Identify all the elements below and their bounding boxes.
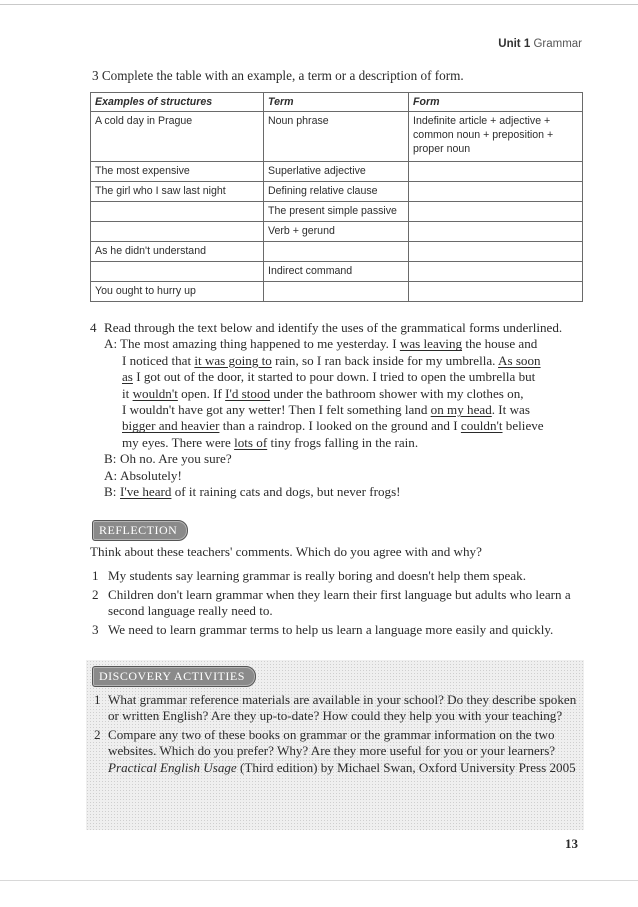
table-row xyxy=(91,262,583,282)
list-item xyxy=(92,727,578,776)
dialogue-text: I got out of the door, it started to pour down. I tried to open the umbrella but xyxy=(132,369,536,385)
dialogue-line xyxy=(104,484,580,500)
table-cell xyxy=(91,222,264,242)
page-number: 13 xyxy=(565,836,578,851)
table-cell xyxy=(409,222,583,242)
table-row xyxy=(91,282,583,302)
dialogue-text: it xyxy=(122,385,133,401)
list-item xyxy=(90,622,580,638)
header-examples: Examples of structures xyxy=(91,93,264,112)
speaker-label: A: xyxy=(104,467,118,483)
table-cell: You ought to hurry up xyxy=(91,282,264,302)
table-cell xyxy=(409,202,583,222)
dialogue-text: tiny frogs falling in the rain. xyxy=(267,434,419,450)
dialogue-text: I noticed that xyxy=(122,352,195,368)
table-cell: A cold day in Prague xyxy=(91,112,264,162)
underlined-form: I've heard xyxy=(120,484,172,500)
table-cell xyxy=(409,182,583,202)
dialogue-text: rain, so I ran back inside for my umbrella. xyxy=(271,352,499,368)
underlined-form: bigger and heavier xyxy=(122,418,220,434)
unit-label: Unit 1 xyxy=(498,38,531,50)
item-text: What grammar reference materials are available in your school? Do they describe spoken or written English? Are they up-to-date? How could they help you with your teaching? xyxy=(108,692,577,724)
grammar-table xyxy=(90,92,583,302)
dialogue-line xyxy=(104,451,580,467)
item-text: Children don't learn grammar when they learn their first language but adults who learn a second language really need to. xyxy=(108,586,571,619)
dialogue-line xyxy=(104,336,580,352)
item-text: Compare any two of these books on grammar or the grammar information on the two websites. Which do you prefer? Why? Are they more useful for you or your learners? xyxy=(108,726,556,759)
dialogue-text: under the bathroom shower with my clothes on, xyxy=(270,385,524,401)
dialogue-text: The most amazing thing happened to me yesterday. I xyxy=(120,336,400,352)
table-row xyxy=(91,222,583,242)
table-cell: The girl who I saw last night xyxy=(91,182,264,202)
table-cell: Superlative adjective xyxy=(264,162,409,182)
question-3-instruction xyxy=(92,68,464,84)
dialogue-line xyxy=(104,435,580,451)
item-text: My students say learning grammar is really boring and doesn't help them speak. xyxy=(108,568,526,584)
dialogue-line xyxy=(104,369,580,385)
underlined-form: on my head xyxy=(430,402,492,418)
dialogue-text: Absolutely! xyxy=(120,467,182,483)
dialogue-text: of it raining cats and dogs, but never frogs! xyxy=(171,484,401,500)
speaker-label: A: xyxy=(104,336,118,352)
table-cell xyxy=(409,162,583,182)
table-row xyxy=(91,242,583,262)
table-cell: The most expensive xyxy=(91,162,264,182)
underlined-form: couldn't xyxy=(460,418,503,434)
table-row xyxy=(91,162,583,182)
speaker-label: B: xyxy=(104,451,117,467)
section-label: Grammar xyxy=(533,38,582,50)
table-cell xyxy=(409,262,583,282)
question-4-number: 4 xyxy=(90,320,97,335)
dialogue-line xyxy=(104,468,580,484)
underlined-form: was leaving xyxy=(399,336,463,352)
bottom-rule xyxy=(0,880,638,881)
table-header-row xyxy=(91,93,583,112)
table-cell xyxy=(91,202,264,222)
table-row xyxy=(91,182,583,202)
item-number: 1 xyxy=(92,568,99,584)
underlined-form: As soon xyxy=(498,352,541,368)
item-number: 2 xyxy=(94,726,101,742)
book-details: (Third edition) by Michael Swan, Oxford University Press 2005 xyxy=(236,759,576,775)
item-number: 2 xyxy=(92,586,99,602)
table-cell xyxy=(264,282,409,302)
table-cell: Verb + gerund xyxy=(264,222,409,242)
dialogue-text: I wouldn't have got any wetter! Then I felt something land xyxy=(122,402,431,418)
header-term: Term xyxy=(264,93,409,112)
dialogue-line xyxy=(104,402,580,418)
underlined-form: wouldn't xyxy=(132,385,178,401)
dialogue-text: Oh no. Are you sure? xyxy=(120,451,232,467)
table-cell: As he didn't understand xyxy=(91,242,264,262)
list-item xyxy=(90,587,580,620)
table-cell xyxy=(91,262,264,282)
book-title: Practical English Usage xyxy=(108,759,237,775)
question-4 xyxy=(90,320,580,500)
top-rule xyxy=(0,4,638,5)
dialogue xyxy=(104,336,580,500)
item-number: 3 xyxy=(92,621,99,637)
question-4-instruction: Read through the text below and identify the uses of the grammatical forms underlined. xyxy=(104,320,563,335)
item-text: We need to learn grammar terms to help us learn a language more easily and quickly. xyxy=(108,621,554,637)
question-3-number: 3 xyxy=(92,68,99,83)
dialogue-text: than a raindrop. I looked on the ground and I xyxy=(219,418,461,434)
speaker-label: B: xyxy=(104,484,117,500)
reflection-badge: REFLECTION xyxy=(92,520,188,541)
table-cell: Indefinite article + adjective + common noun + preposition + proper noun xyxy=(409,112,583,162)
reflection-section xyxy=(90,544,580,640)
dialogue-line xyxy=(104,386,580,402)
list-item xyxy=(92,692,578,725)
reflection-list xyxy=(90,568,580,638)
dialogue-line xyxy=(104,418,580,434)
table-row xyxy=(91,112,583,162)
dialogue-text: believe xyxy=(502,418,544,434)
table-cell: Noun phrase xyxy=(264,112,409,162)
discovery-list xyxy=(92,692,578,776)
table-cell xyxy=(409,242,583,262)
discovery-badge: DISCOVERY ACTIVITIES xyxy=(92,666,256,687)
table-cell xyxy=(409,282,583,302)
dialogue-text: . It was xyxy=(491,402,530,418)
underlined-form: lots of xyxy=(234,434,268,450)
underlined-form: it was going to xyxy=(194,352,272,368)
item-number: 1 xyxy=(94,692,101,707)
table-row xyxy=(91,202,583,222)
book-reference xyxy=(108,760,578,776)
underlined-form: as xyxy=(122,369,133,385)
discovery-section xyxy=(92,692,578,778)
underlined-form: I'd stood xyxy=(225,385,271,401)
dialogue-text: my eyes. There were xyxy=(122,434,235,450)
dialogue-text: the house and xyxy=(462,336,538,352)
dialogue-text: open. If xyxy=(177,385,226,401)
table-cell xyxy=(264,242,409,262)
question-3-text: Complete the table with an example, a term or a description of form. xyxy=(101,68,464,83)
reflection-intro: Think about these teachers' comments. Which do you agree with and why? xyxy=(90,544,482,559)
table-cell: Defining relative clause xyxy=(264,182,409,202)
dialogue-line xyxy=(104,353,580,369)
header-form: Form xyxy=(409,93,583,112)
table-cell: The present simple passive xyxy=(264,202,409,222)
table-cell: Indirect command xyxy=(264,262,409,282)
running-header xyxy=(498,38,582,50)
list-item xyxy=(90,568,580,584)
